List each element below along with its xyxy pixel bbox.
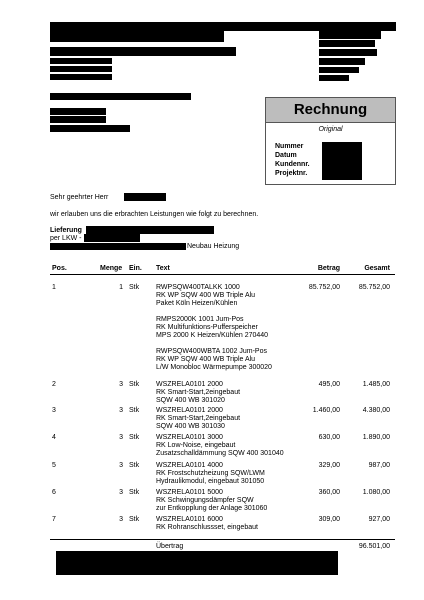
row-qty: 3 xyxy=(119,462,123,469)
row-total: 1.080,00 xyxy=(362,489,390,496)
header-price: Betrag xyxy=(317,265,340,272)
row-text-line: WSZRELA0101 5000 xyxy=(156,489,223,496)
row-text-line: SQW 400 WB 301020 xyxy=(156,397,225,404)
header-pos: Pos. xyxy=(52,265,67,272)
row-unit: Stk xyxy=(129,381,140,388)
header-total: Gesamt xyxy=(364,265,390,272)
redacted-customer-name xyxy=(124,193,166,201)
row-text-line: RWPSQW400WBTA 1002 Jum-Pos xyxy=(156,348,267,355)
row-pos: 1 xyxy=(52,284,56,291)
row-text xyxy=(156,489,306,513)
row-text-line: MPS 2000 K Heizen/Kühlen 270440 xyxy=(156,332,269,339)
row-qty: 3 xyxy=(119,381,123,388)
redacted-delivery-address xyxy=(86,226,214,234)
row-unit: Stk xyxy=(129,489,140,496)
row-pos: 5 xyxy=(52,462,56,469)
invoice-info-box xyxy=(265,97,396,185)
row-text-line: Paket Köln Heizen/Kühlen xyxy=(156,300,238,307)
redacted-header-line xyxy=(50,47,236,56)
row-text-line: SQW 400 WB 301030 xyxy=(156,423,225,430)
redacted-header-line xyxy=(50,66,112,72)
salutation-text: Sehr geehrter Herr xyxy=(50,194,109,201)
row-text-line: RK Schwingungsdämpfer SQW xyxy=(156,497,254,504)
row-pos: 4 xyxy=(52,434,56,441)
redacted-header-line xyxy=(50,31,224,42)
redacted-address-line xyxy=(50,125,130,132)
row-price: 630,00 xyxy=(318,434,340,441)
row-text-line: WSZRELA0101 4000 xyxy=(156,462,223,469)
redacted-delivery-project xyxy=(50,243,186,250)
row-text-line: RK WP SQW 400 WB Triple Alu xyxy=(156,356,256,363)
redacted-company-info xyxy=(319,75,349,81)
row-qty: 3 xyxy=(119,516,123,523)
row-total: 4.380,00 xyxy=(362,407,390,414)
row-text-line: L/W Monobloc Wärmepumpe 300020 xyxy=(156,364,272,371)
redacted-company-info xyxy=(319,40,375,47)
row-qty: 3 xyxy=(119,489,123,496)
row-text-line: RK Multifunktions-Pufferspeicher xyxy=(156,324,258,331)
row-unit: Stk xyxy=(129,462,140,469)
row-price: 1.460,00 xyxy=(312,407,340,414)
row-unit: Stk xyxy=(129,434,140,441)
invoice-label-project: Projektnr. xyxy=(275,170,308,177)
redacted-delivery-line xyxy=(84,234,140,242)
row-total: 927,00 xyxy=(368,516,390,523)
row-text-line: Zusatzschalldämmung SQW 400 301040 xyxy=(156,450,284,457)
row-pos: 6 xyxy=(52,489,56,496)
redacted-company-info xyxy=(319,67,359,73)
row-text-line: WSZRELA0101 6000 xyxy=(156,516,223,523)
redacted-company-info xyxy=(319,31,381,39)
redacted-header-bar xyxy=(50,22,396,31)
row-total: 987,00 xyxy=(368,462,390,469)
row-pos: 3 xyxy=(52,407,56,414)
row-unit: Stk xyxy=(129,284,140,291)
row-qty: 3 xyxy=(119,407,123,414)
row-text xyxy=(156,516,306,532)
row-price: 309,00 xyxy=(318,516,340,523)
row-text-line: Hydraulikmodul, eingebaut 301050 xyxy=(156,478,265,485)
invoice-subtitle: Original xyxy=(318,126,343,133)
row-text-line: RMPS2000K 1001 Jum-Pos xyxy=(156,316,244,323)
row-price: 329,00 xyxy=(318,462,340,469)
row-text-line: RK Smart-Start,2eingebaut xyxy=(156,415,241,422)
row-qty: 1 xyxy=(119,284,123,291)
redacted-header-line xyxy=(50,58,112,64)
redacted-address-line xyxy=(50,116,106,123)
invoice-title: Rechnung xyxy=(266,98,395,123)
row-total: 85.752,00 xyxy=(358,284,390,291)
row-text-line: RK Frostschutzheizung SQW/LWM xyxy=(156,470,265,477)
row-text-line: zur Entkopplung der Anlage 301060 xyxy=(156,505,268,512)
row-text xyxy=(156,434,306,458)
row-total: 1.890,00 xyxy=(362,434,390,441)
redacted-company-info xyxy=(319,49,377,56)
row-text-line: RWPSQW400TALKK 1000 xyxy=(156,284,240,291)
carryover-label: Übertrag xyxy=(156,543,184,550)
redacted-footer xyxy=(56,551,338,575)
delivery-via: per LKW - xyxy=(50,235,82,242)
row-text-line: RK WP SQW 400 WB Triple Alu xyxy=(156,292,256,299)
row-pos: 2 xyxy=(52,381,56,388)
row-text xyxy=(156,381,306,405)
row-unit: Stk xyxy=(129,516,140,523)
redacted-sender-line xyxy=(50,93,191,100)
redacted-header-line xyxy=(50,74,112,80)
header-text: Text xyxy=(156,265,170,272)
row-total: 1.485,00 xyxy=(362,381,390,388)
delivery-project: Neubau Heizung xyxy=(187,243,240,250)
row-qty: 3 xyxy=(119,434,123,441)
invoice-label-date: Datum xyxy=(275,152,297,159)
row-text-line: WSZRELA0101 3000 xyxy=(156,434,223,441)
row-text-line: RK Low-Noise, eingebaut xyxy=(156,442,236,449)
row-text xyxy=(156,462,306,486)
table-header-divider xyxy=(50,274,395,275)
row-text xyxy=(156,284,306,372)
header-qty: Menge xyxy=(100,265,123,272)
carryover-divider xyxy=(50,539,395,540)
row-unit: Stk xyxy=(129,407,140,414)
row-text-line: RK Smart-Start,2eingebaut xyxy=(156,389,241,396)
carryover-value: 96.501,00 xyxy=(358,543,390,550)
row-text xyxy=(156,407,306,431)
header-unit: Ein. xyxy=(129,265,142,272)
redacted-address-line xyxy=(50,108,106,115)
row-text-line: RK Rohranschlussset, eingebaut xyxy=(156,524,258,531)
row-text-line: WSZRELA0101 2000 xyxy=(156,407,223,414)
row-price: 360,00 xyxy=(318,489,340,496)
invoice-label-number: Nummer xyxy=(275,143,304,150)
row-price: 85.752,00 xyxy=(308,284,340,291)
invoice-label-customer: Kundennr. xyxy=(275,161,310,168)
redacted-invoice-values xyxy=(322,142,362,180)
row-pos: 7 xyxy=(52,516,56,523)
row-price: 495,00 xyxy=(318,381,340,388)
delivery-label: Lieferung xyxy=(50,227,82,234)
intro-text: wir erlauben uns die erbrachten Leistungen wie folgt zu berechnen. xyxy=(50,211,259,218)
row-text-line: WSZRELA0101 2000 xyxy=(156,381,223,388)
redacted-company-info xyxy=(319,58,365,65)
